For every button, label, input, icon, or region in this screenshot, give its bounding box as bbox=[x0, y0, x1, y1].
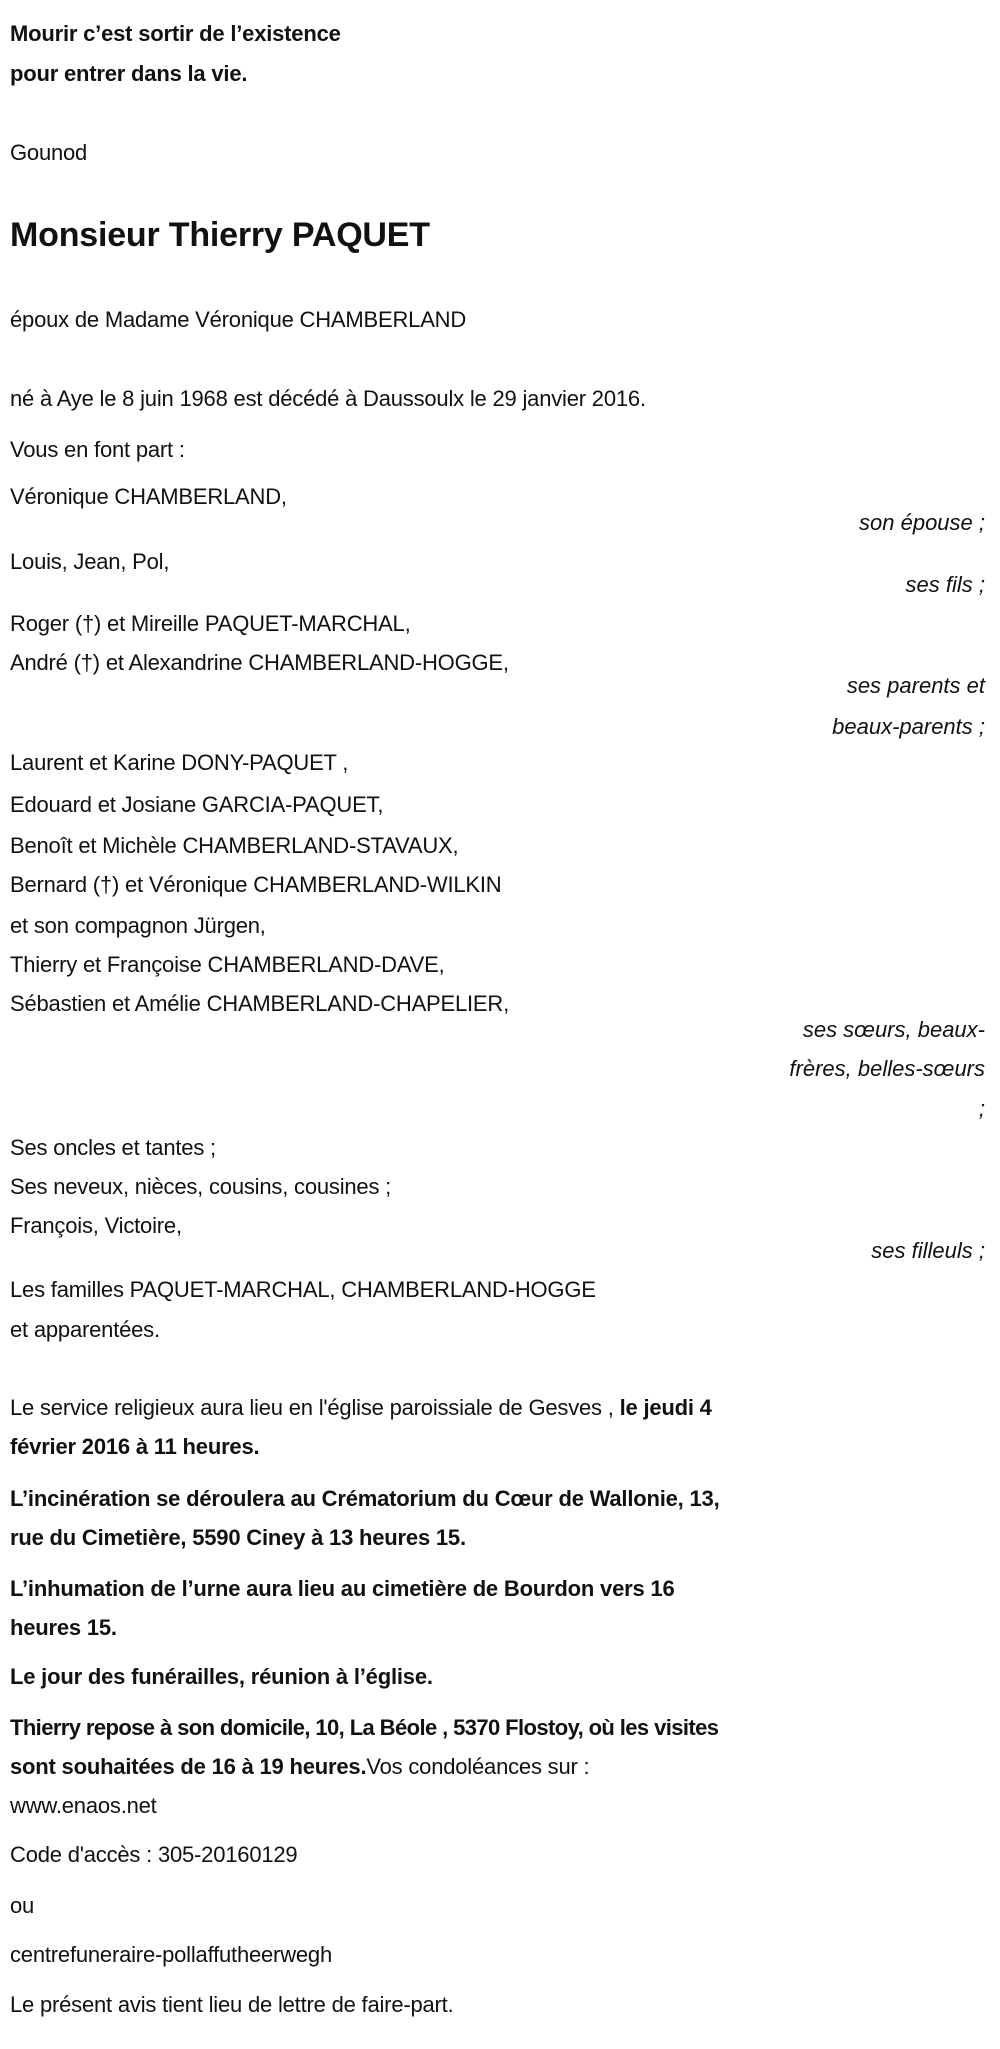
family-sibling: et son compagnon Jürgen, bbox=[10, 913, 266, 938]
relation-label: ses sœurs, beaux- bbox=[802, 1017, 985, 1042]
family-sibling: Edouard et Josiane GARCIA-PAQUET, bbox=[10, 792, 384, 817]
visit-hours: sont souhaitées de 16 à 19 heures. bbox=[10, 1754, 367, 1779]
epigraph-line: Mourir c’est sortir de l’existence bbox=[10, 21, 341, 46]
service-date-line: février 2016 à 11 heures. bbox=[10, 1434, 260, 1459]
epigraph-author: Gounod bbox=[10, 140, 88, 165]
access-code: Code d'accès : 305-20160129 bbox=[10, 1842, 298, 1867]
family-sibling: Sébastien et Amélie CHAMBERLAND-CHAPELIER, bbox=[10, 991, 510, 1016]
service-text: Le service religieux aura lieu en l'église paroissiale de Gesves , bbox=[10, 1395, 620, 1420]
relation-label: ; bbox=[978, 1096, 985, 1121]
family-parents: André (†) et Alexandrine CHAMBERLAND-HOGGE, bbox=[10, 650, 509, 675]
relation-label: beaux-parents ; bbox=[832, 714, 985, 739]
service-line bbox=[10, 1393, 712, 1423]
family-sibling: Laurent et Karine DONY-PAQUET , bbox=[10, 750, 349, 775]
relation-label: ses parents et bbox=[846, 673, 985, 698]
family-families: et apparentées. bbox=[10, 1317, 160, 1342]
family-nephews: Ses neveux, nièces, cousins, cousines ; bbox=[10, 1174, 392, 1199]
family-sibling: Thierry et Françoise CHAMBERLAND-DAVE, bbox=[10, 952, 445, 977]
page-title: Monsieur Thierry PAQUET bbox=[10, 216, 430, 254]
cremation-line: rue du Cimetière, 5590 Ciney à 13 heures 15. bbox=[10, 1525, 466, 1550]
epigraph-line: pour entrer dans la vie. bbox=[10, 61, 248, 86]
relation-label: ses filleuls ; bbox=[871, 1238, 985, 1263]
family-godchildren: François, Victoire, bbox=[10, 1213, 182, 1238]
burial-line: heures 15. bbox=[10, 1615, 117, 1640]
meeting-line: Le jour des funérailles, réunion à l’église. bbox=[10, 1664, 433, 1689]
burial-line: L’inhumation de l’urne aura lieu au cimetière de Bourdon vers 16 bbox=[10, 1576, 675, 1601]
repose-line bbox=[10, 1752, 589, 1782]
intro-line: Vous en font part : bbox=[10, 437, 185, 462]
cremation-line: L’incinération se déroulera au Crématorium du Cœur de Wallonie, 13, bbox=[10, 1486, 720, 1511]
relation-label: ses fils ; bbox=[905, 572, 985, 597]
repose-line: Thierry repose à son domicile, 10, La Béole , 5370 Flostoy, où les visites bbox=[10, 1715, 719, 1740]
family-wife: Véronique CHAMBERLAND, bbox=[10, 484, 287, 509]
closing-line: Le présent avis tient lieu de lettre de faire-part. bbox=[10, 1992, 454, 2017]
birth-death-line: né à Aye le 8 juin 1968 est décédé à Daussoulx le 29 janvier 2016. bbox=[10, 386, 646, 411]
or-text: ou bbox=[10, 1893, 35, 1918]
family-parents: Roger (†) et Mireille PAQUET-MARCHAL, bbox=[10, 611, 411, 636]
condolences-site: www.enaos.net bbox=[10, 1793, 157, 1818]
relation-label: son épouse ; bbox=[859, 510, 985, 535]
relation-label: frères, belles-sœurs bbox=[789, 1056, 985, 1081]
family-uncles: Ses oncles et tantes ; bbox=[10, 1135, 216, 1160]
spouse-line: époux de Madame Véronique CHAMBERLAND bbox=[10, 307, 467, 332]
condolences-site-2: centrefuneraire-pollaffutheerwegh bbox=[10, 1942, 332, 1967]
family-sibling: Benoît et Michèle CHAMBERLAND-STAVAUX, bbox=[10, 833, 459, 858]
family-families: Les familles PAQUET-MARCHAL, CHAMBERLAND-HOGGE bbox=[10, 1277, 596, 1302]
family-sibling: Bernard (†) et Véronique CHAMBERLAND-WILKIN bbox=[10, 872, 502, 897]
family-sons: Louis, Jean, Pol, bbox=[10, 549, 170, 574]
service-date: le jeudi 4 bbox=[619, 1395, 712, 1420]
condolences-intro: Vos condoléances sur : bbox=[366, 1754, 590, 1779]
